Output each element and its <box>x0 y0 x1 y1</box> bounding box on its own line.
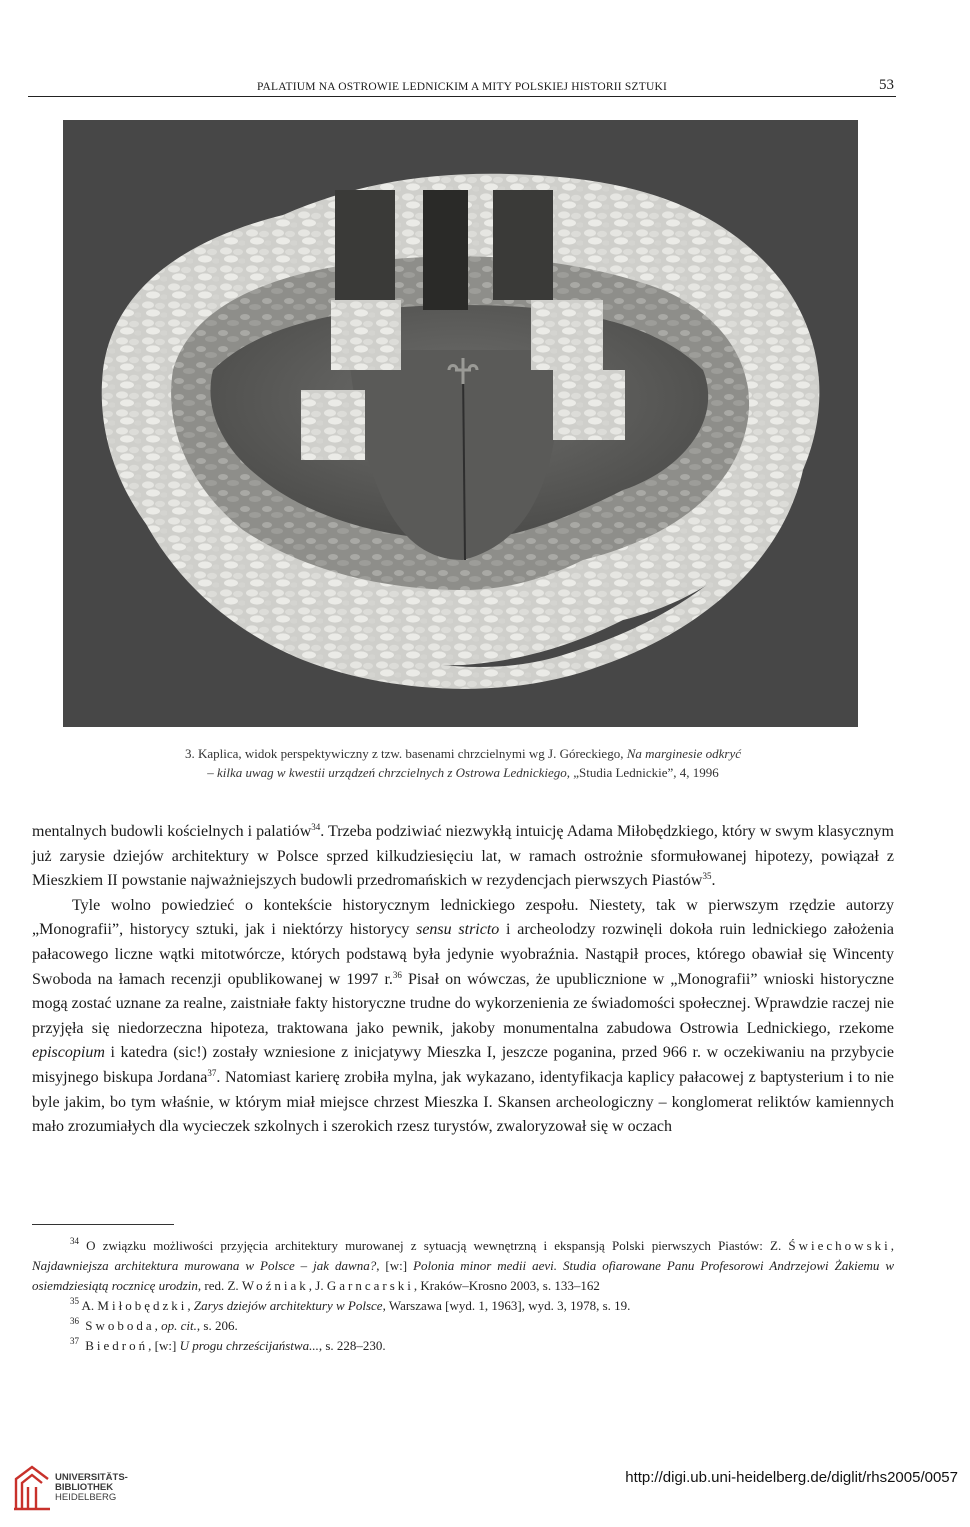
chapel-photograph <box>63 120 858 727</box>
library-logo-icon <box>10 1463 54 1513</box>
footnote-number: 34 <box>70 1236 79 1246</box>
caption-title-italic-continued: – kilka uwag w kwestii urządzeń chrzcielnych z Ostrowa Lednickiego <box>207 765 567 780</box>
footnote-text: , [w:] <box>376 1258 414 1273</box>
author-name: Biedroń <box>79 1338 149 1353</box>
chapel-model-image <box>63 120 858 727</box>
author-name: Swoboda <box>79 1318 155 1333</box>
footnote-ref-35[interactable]: 35 <box>702 871 712 882</box>
author-name: Świechowski <box>788 1238 891 1253</box>
footnote-number: 37 <box>70 1336 79 1346</box>
main-text <box>32 820 894 1140</box>
caption-text: 3. Kaplica, widok perspektywiczny z tzw. basenami chrzcielnymi wg J. Góreckiego, <box>184 746 627 761</box>
work-title: op. cit. <box>161 1318 197 1333</box>
footnote-text: O związku możliwości przyjęcia architektury murowanej z sytuacją wewnętrzną i ekspansją Polski pierwszych Piastów: Z. <box>79 1238 789 1253</box>
library-name <box>55 1473 128 1503</box>
text-run: . Natomiast karierę zrobiła mylna, jak wykazano, identyfikacja kaplicy pałacowej z baptysterium i to nie byle jakim, bo tym właśnie, w którym miał miejsce chrzest Mieszka I. Skansen archeologiczny – konglomerat reliktów kamiennych mało zrozumiałych dla wycieczek szkolnych i szerokich rzesz turystów, zwaloryzował się w oczach <box>32 1068 894 1136</box>
author-name: Garncarski <box>326 1278 414 1293</box>
footnote-text: , red. Z. <box>197 1278 242 1293</box>
footnote-text: A. <box>79 1298 98 1313</box>
page-number: 53 <box>879 77 894 93</box>
footnote-34 <box>32 1236 894 1296</box>
footnote-text: , <box>154 1318 162 1333</box>
footnote-text: , s. 228–230. <box>318 1338 386 1353</box>
source-url-link[interactable]: http://digi.ub.uni-heidelberg.de/diglit/rhs2005/0057 <box>625 1469 958 1486</box>
footnotes <box>32 1236 894 1356</box>
work-title: Najdawniejsza architektura murowana w Polsce – jak dawna? <box>32 1258 377 1273</box>
text-run: i archeolodzy rozwinęli dokoła ruin lednickiego założenia pałacowego liczne wątki mitotwórcze, których podstawą była jedynie wyobraźnia. Nastąpił proces, którego obawiał się Wincenty Swoboda na łamach recenzji opublikowanej w 1997 r. <box>32 921 894 988</box>
library-name-line: BIBLIOTHEK <box>55 1482 114 1493</box>
footnote-ref-36[interactable]: 36 <box>392 969 402 980</box>
footnote-text: , <box>187 1298 194 1313</box>
author-name: Miłobędzki <box>97 1298 188 1313</box>
italic-term: sensu stricto <box>416 921 500 939</box>
footnote-37 <box>32 1336 894 1356</box>
paragraph-1 <box>32 820 894 894</box>
running-header <box>28 78 896 97</box>
text-run: i katedra (sic!) zostały wzniesione z inicjatywy Mieszka I, jeszcze poganina, przed 966 r. w oczekiwaniu na przybycie misyjnego biskupa Jordana <box>32 1044 894 1086</box>
footnote-text: , J. <box>308 1278 327 1293</box>
footnote-text: , Kraków–Krosno 2003, s. 133–162 <box>413 1278 600 1293</box>
footnote-35 <box>32 1296 894 1316</box>
footnote-36 <box>32 1316 894 1336</box>
figure-caption <box>28 744 898 782</box>
author-name: Woźniak <box>241 1278 309 1293</box>
paragraph-2 <box>32 894 894 1140</box>
text-run: mentalnych budowli kościelnych i palatiów <box>32 823 312 840</box>
work-title: Zarys dziejów architektury w Polsce <box>193 1298 383 1313</box>
caption-title-italic: Na marginesie odkryć <box>626 746 742 761</box>
library-name-line: UNIVERSITÄTS- <box>55 1472 128 1483</box>
footnote-text: , [w:] <box>148 1338 180 1353</box>
text-run: Pisał on wówczas, że upublicznione w „Monografii” wnioski historyczne mogą zostać uznane za realne, zaistniałe fakty historyczne trudne do wykorzenienia ze świadomości społecznej. Wprawdzie raczej nie przyjęła się niedorzeczna hipoteza, traktowana jako pewnik, jakoby monumentalna zabudowa Ostrowia Lednickiego, rzekome <box>32 970 894 1037</box>
footnote-text: , s. 206. <box>196 1318 238 1333</box>
library-name-line: HEIDELBERG <box>55 1492 117 1503</box>
footnote-separator <box>32 1224 174 1225</box>
footnote-ref-34[interactable]: 34 <box>311 822 321 832</box>
footnote-number: 35 <box>70 1296 79 1306</box>
text-run: . <box>711 872 716 890</box>
running-title: PALATIUM NA OSTROWIE LEDNICKIM A MITY POLSKIEJ HISTORII SZTUKI <box>256 81 667 93</box>
work-title: Polonia minor medii aevi. Studia ofiarowane Panu Profesorowi Andrzejowi Żakiemu w osiemdziesiątą rocznicę urodzin <box>32 1258 895 1293</box>
footnote-text: , Warszawa [wyd. 1, 1963], wyd. 3, 1978, s. 19. <box>382 1298 631 1313</box>
work-title: U progu chrześcijaństwa... <box>179 1338 319 1353</box>
footnote-text: , <box>890 1238 894 1253</box>
footnote-ref-37[interactable]: 37 <box>207 1067 217 1078</box>
text-run: Tyle wolno powiedzieć o kontekście historycznym lednickiego zespołu. Niestety, tak w pierwszym rzędzie autorzy „Monografii”, historycy sztuki, jak i niektórzy historycy <box>32 896 894 939</box>
caption-source: , „Studia Lednickie”, 4, 1996 <box>566 765 719 780</box>
footnote-number: 36 <box>70 1316 79 1326</box>
italic-term: episcopium <box>32 1044 105 1062</box>
text-run: . Trzeba podziwiać niezwykłą intuicję Adama Miłobędzkiego, który w swym klasycznym już zarysie dziejów architektury w Polsce sprzed kilkudziesięciu lat, w ramach ostrożnie sformułowanej hipotezy, powiązał z Mieszkiem II powstanie najważniejszych budowli przedromańskich w rezydencjach pierwszych Piastów <box>32 823 895 890</box>
